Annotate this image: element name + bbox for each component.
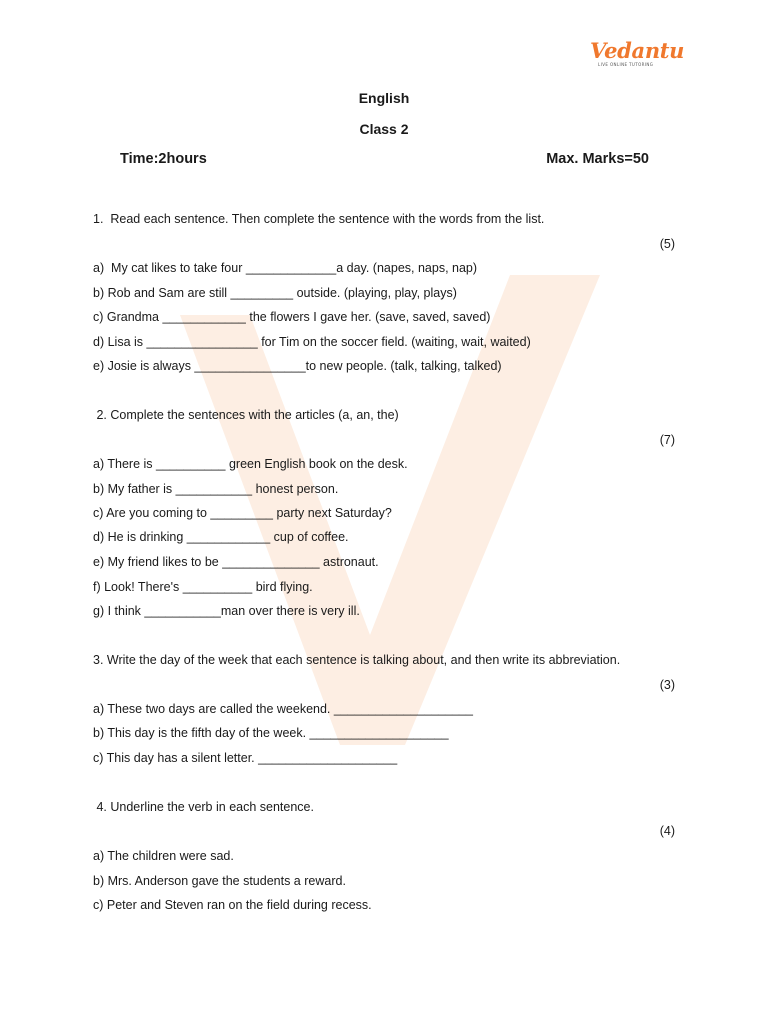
max-marks-label: Max. Marks=50 (546, 151, 649, 167)
question-item: b) My father is ___________ honest person. (93, 482, 339, 496)
vedantu-logo (590, 38, 685, 74)
question-3-marks: (3) (659, 678, 675, 692)
question-item: b) Rob and Sam are still _________ outside. (playing, play, plays) (93, 286, 457, 300)
question-1-marks: (5) (659, 237, 675, 251)
logo-brand: Vedantu (590, 38, 685, 63)
question-item: c) Peter and Steven ran on the field during recess. (93, 898, 372, 912)
question-item: a) There is __________ green English book on the desk. (93, 457, 408, 471)
question-1-prompt: 1. Read each sentence. Then complete the sentence with the words from the list. (93, 212, 545, 226)
question-item: c) This day has a silent letter. ____________________ (93, 751, 398, 765)
question-4-marks: (4) (659, 824, 675, 838)
question-item: b) This day is the fifth day of the week. ____________________ (93, 726, 449, 740)
subject-title: English (358, 90, 410, 106)
question-item: d) He is drinking ____________ cup of coffee. (93, 530, 349, 544)
question-item: e) My friend likes to be ______________ astronaut. (93, 555, 379, 569)
question-3-prompt: 3. Write the day of the week that each sentence is talking about, and then write its abbreviation. (93, 653, 621, 667)
question-item: c) Grandma ____________ the flowers I gave her. (save, saved, saved) (93, 310, 491, 324)
question-item: g) I think ___________man over there is very ill. (93, 604, 360, 618)
question-2-marks: (7) (659, 433, 675, 447)
question-item: a) My cat likes to take four _____________a day. (napes, naps, nap) (93, 261, 478, 275)
question-item: e) Josie is always ________________to new people. (talk, talking, talked) (93, 359, 502, 373)
question-4-prompt: 4. Underline the verb in each sentence. (93, 800, 314, 814)
class-title: Class 2 (359, 121, 409, 137)
logo-tagline: LIVE ONLINE TUTORING (598, 62, 654, 67)
question-2-prompt: 2. Complete the sentences with the articles (a, an, the) (93, 408, 399, 422)
question-item: c) Are you coming to _________ party next Saturday? (93, 506, 392, 520)
question-item: d) Lisa is ________________ for Tim on the soccer field. (waiting, wait, waited) (93, 335, 531, 349)
question-item: a) These two days are called the weekend. ____________________ (93, 702, 473, 716)
time-label: Time:2hours (120, 151, 207, 167)
question-item: a) The children were sad. (93, 849, 234, 863)
question-item: b) Mrs. Anderson gave the students a reward. (93, 874, 346, 888)
question-item: f) Look! There's __________ bird flying. (93, 580, 313, 594)
